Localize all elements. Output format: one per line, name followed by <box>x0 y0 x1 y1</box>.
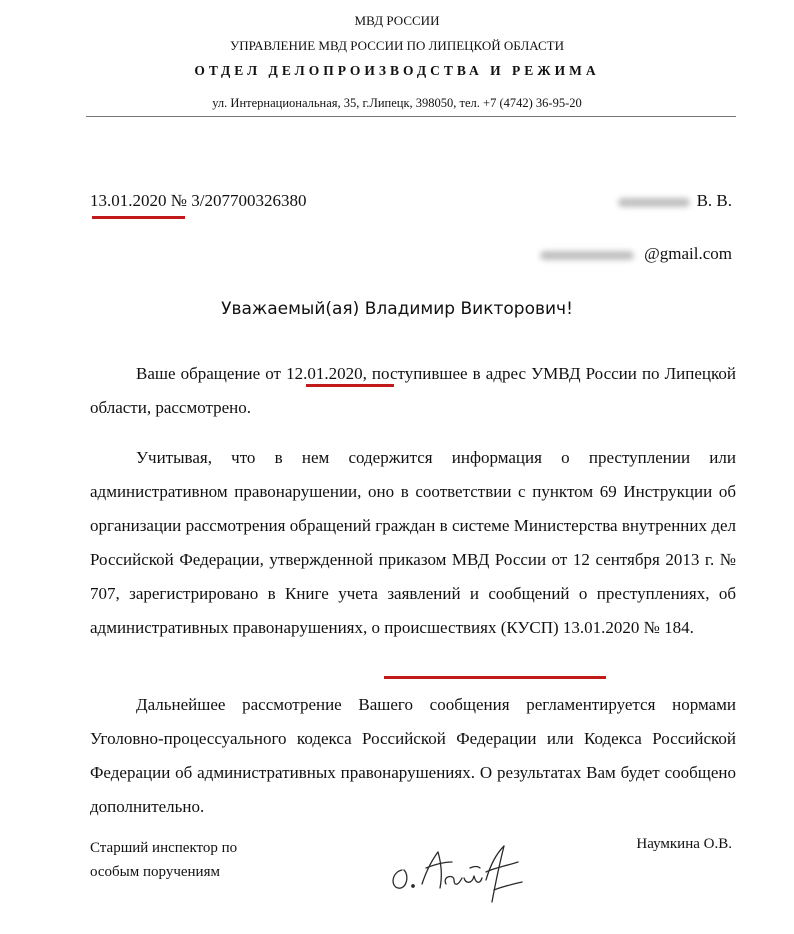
paragraph1-text-after: , поступившее в адрес УМВД России по Липецкой области, рассмотрено. <box>90 364 737 417</box>
appeal-date: 12.01.2020 <box>286 364 363 383</box>
registration-date: 13.01.2020 <box>90 191 167 210</box>
paragraph2-text-after: . <box>689 618 694 637</box>
paragraph-further: Дальнейшее рассмотрение Вашего сообщения регламентируется нормами Уголовно-процессуального кодекса Российской Федерации или Кодекса Российской Федерации об административных правонарушениях. О результатах Вам будет сообщено дополнительно. <box>90 695 736 816</box>
paragraph2-text-before: Учитывая, что в нем содержится информация о преступлении или административном правонарушении, оно в соответствии с пунктом 69 Инструкции об организации рассмотрения обращений граждан в системе Министерства внутренних дел Российской Федерации, утвержденной приказом МВД России от 12 сентября 2013 г. № 707, зарегистрировано в Книге учета заявлений и сообщений о преступлениях, об административных правонарушениях, о происшествиях <box>90 448 736 637</box>
ministry-title: МВД РОССИИ <box>354 13 440 28</box>
division-title: ОТДЕЛ ДЕЛОПРОИЗВОДСТВА И РЕЖИМА <box>194 63 600 78</box>
kusp-registration: (КУСП) 13.01.2020 № 184 <box>500 618 690 637</box>
paragraph-received <box>90 357 736 425</box>
handwritten-signature <box>382 832 532 914</box>
paragraph1-text-before: Ваше обращение от <box>136 364 287 383</box>
greeting: Уважаемый(ая) Владимир Викторович! <box>221 299 573 319</box>
registration-line <box>90 191 306 211</box>
signer-position <box>90 836 237 884</box>
header-divider <box>86 116 736 117</box>
redacted-surname <box>618 198 690 207</box>
department-address: ул. Интернациональная, 35, г.Липецк, 398050, тел. +7 (4742) 36-95-20 <box>212 96 582 110</box>
registration-date-underline <box>92 216 185 219</box>
kusp-underline <box>384 676 606 679</box>
recipient-initials: В. В. <box>696 191 732 210</box>
signer-name: Наумкина О.В. <box>636 836 732 852</box>
department-title: УПРАВЛЕНИЕ МВД РОССИИ ПО ЛИПЕЦКОЙ ОБЛАСТИ <box>229 38 564 53</box>
appeal-date-underline <box>306 384 394 387</box>
recipient-email-domain: @gmail.com <box>644 244 732 263</box>
signer-position-line2: особым поручениям <box>90 864 220 880</box>
signer-position-line1: Старший инспектор по <box>90 840 238 856</box>
registration-number: № 3/207700326380 <box>170 191 307 210</box>
paragraph-registration <box>90 441 736 645</box>
redacted-email-user <box>540 251 634 260</box>
